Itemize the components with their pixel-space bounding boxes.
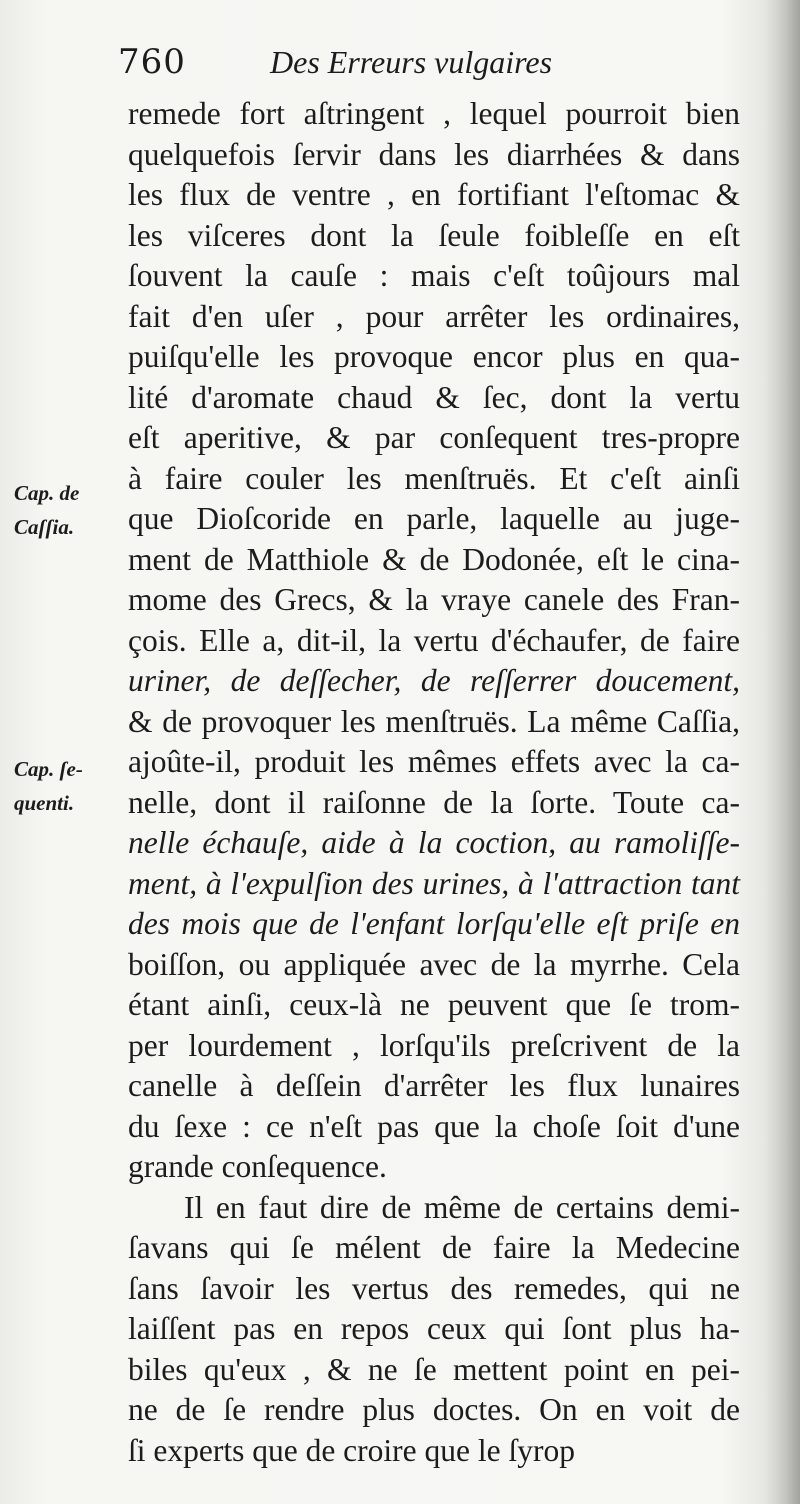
- text-line: ment de Matthiole & de Dodonée, eſt le cina-: [128, 541, 740, 577]
- running-title: Des Erreurs vulgaires: [270, 44, 553, 80]
- text-line: nelle échauſe, aide à la coction, au ramoliſſe-: [128, 825, 740, 860]
- text-line: canelle à deſſein d'arrêter les flux lunaires: [128, 1068, 740, 1103]
- text-line: ment, à l'expulſion des urines, à l'attraction tant: [128, 865, 740, 901]
- text-line: remede fort aſtringent , lequel pourroit bien: [128, 96, 740, 131]
- text-line: boiſſon, ou appliquée avec de la myrrhe. Cela: [128, 946, 740, 982]
- page-number: 760: [118, 42, 186, 82]
- text-line: uriner, de deſſecher, de reſſerrer doucement,: [128, 663, 740, 698]
- text-line: étant ainſi, ceux-là ne peuvent que ſe trom-: [128, 987, 740, 1022]
- text-line: les flux de ventre , en fortifiant l'eſtomac &: [128, 177, 740, 212]
- text-line: ne de ſe rendre plus doctes. On en voit de: [128, 1392, 740, 1427]
- text-line: des mois que de l'enfant lorſqu'elle eſt priſe en: [128, 906, 740, 941]
- text-line: nelle, dont il raiſonne de la ſorte. Toute ca-: [128, 784, 740, 820]
- text-line: ajoûte-il, produit les mêmes effets avec la ca-: [128, 744, 740, 779]
- text-line: ſi experts que de croire que le ſyrop: [128, 1432, 575, 1468]
- text-line: per lourdement , lorſqu'ils preſcrivent de la: [128, 1027, 740, 1063]
- margin-note-line: Cap. de: [14, 481, 80, 505]
- text-line: çois. Elle a, dit-il, la vertu d'échaufer, de faire: [128, 622, 740, 658]
- text-line: à faire couler les menſtruës. Et c'eſt ainſi: [128, 460, 740, 496]
- text-line: Il en faut dire de même de certains demi-: [184, 1189, 740, 1225]
- page-edge-shadow: [764, 0, 800, 1504]
- text-line: que Dioſcoride en parle, laquelle au juge-: [128, 501, 740, 536]
- margin-note-capitulum: [14, 476, 124, 544]
- text-line: ſans ſavoir les vertus des remedes, qui ne: [128, 1270, 740, 1306]
- text-line: biles qu'eux , & ne ſe mettent point en pei-: [128, 1351, 740, 1387]
- text-line: mome des Grecs, & la vraye canele des Fran-: [128, 582, 740, 617]
- margin-note-line: Caſſia.: [14, 515, 75, 539]
- margin-note-line: Cap. ſe-: [14, 757, 83, 781]
- margin-note-capitulum: [14, 752, 124, 820]
- page-header: [118, 40, 758, 96]
- text-line: du ſexe : ce n'eſt pas que la choſe ſoit d'une: [128, 1108, 740, 1144]
- text-line: fait d'en uſer , pour arrêter les ordinaires,: [128, 298, 740, 334]
- text-line: ſouvent la cauſe : mais c'eſt toûjours mal: [128, 258, 740, 293]
- text-line: puiſqu'elle les provoque encor plus en qua-: [128, 339, 740, 374]
- text-line: grande conſequence.: [128, 1149, 387, 1184]
- text-line: eſt aperitive, & par conſequent tres-propre: [128, 420, 740, 455]
- text-line: ſavans qui ſe mélent de faire la Medecine: [128, 1230, 740, 1265]
- text-line: laiſſent pas en repos ceux qui ſont plus ha-: [128, 1311, 740, 1346]
- text-line: lité d'aromate chaud & ſec, dont la vertu: [128, 379, 740, 415]
- text-line: les viſceres dont la ſeule foibleſſe en eſt: [128, 217, 740, 253]
- text-line: quelquefois ſervir dans les diarrhées & dans: [128, 136, 740, 172]
- margin-note-line: quenti.: [14, 791, 75, 815]
- text-line: & de provoquer les menſtruës. La même Caſſia,: [128, 703, 740, 739]
